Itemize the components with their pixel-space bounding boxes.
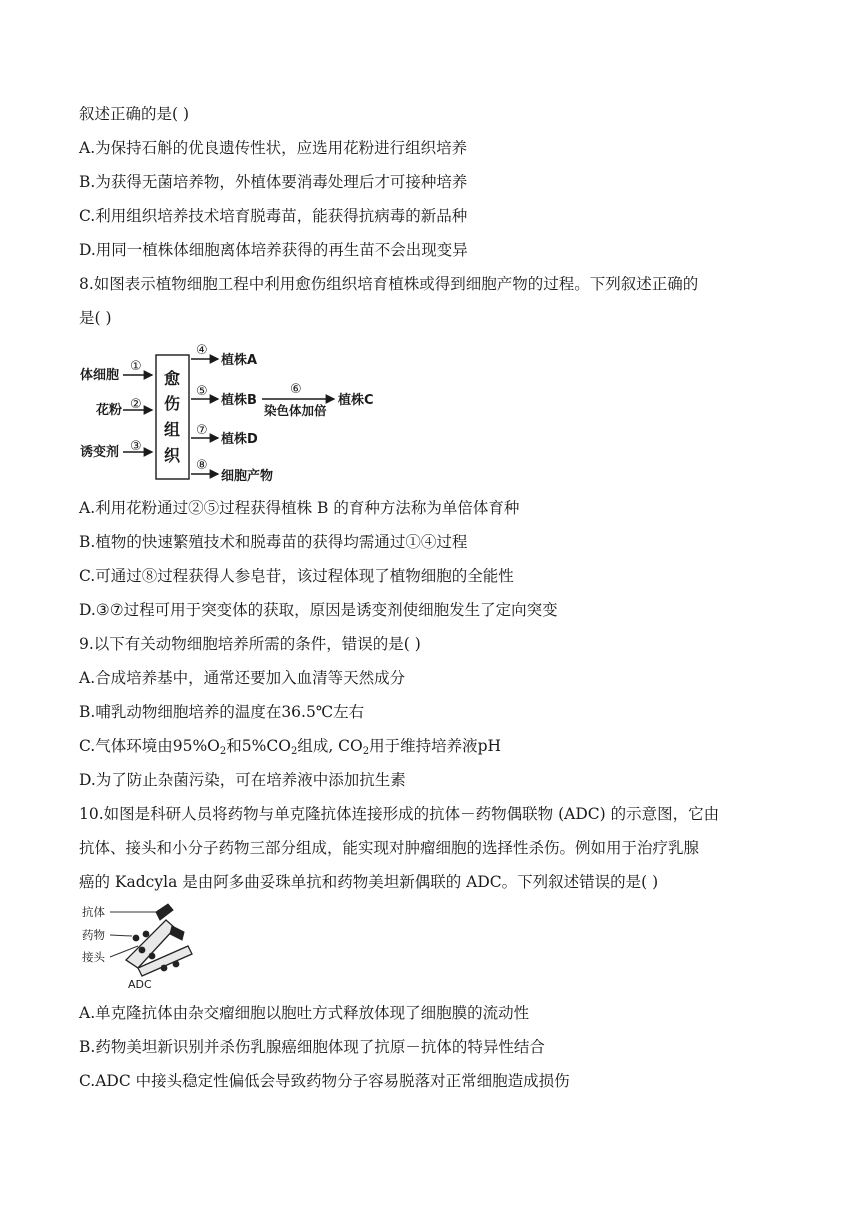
q9-c-part3: 组成, CO xyxy=(297,737,363,755)
output-cell-products: 细胞产物 xyxy=(221,469,274,484)
input-pollen: 花粉 xyxy=(96,403,123,418)
adc-label-linker: 接头 xyxy=(82,950,105,964)
q7-option-d: D.用同一植株体细胞离体培养获得的再生苗不会出现变异 xyxy=(79,241,468,259)
q8-option-b: B.植物的快速繁殖技术和脱毒苗的获得均需通过①④过程 xyxy=(79,533,468,551)
step-2: ② xyxy=(130,397,142,412)
q8-option-d: D.③⑦过程可用于突变体的获取，原因是诱变剂使细胞发生了定向突变 xyxy=(79,601,558,619)
output-plant-d: 植株D xyxy=(221,432,258,447)
q9-c-part4: 用于维持培养液pH xyxy=(369,737,502,755)
q9-option-c xyxy=(79,735,501,757)
q10-stem-line3: 癌的 Kadcyla 是由阿多曲妥珠单抗和药物美坦新偶联的 ADC。下列叙述错误的是( ) xyxy=(79,873,659,891)
q9-c-part2: 和5%CO xyxy=(226,737,291,755)
q8-stem-line1: 8.如图表示植物细胞工程中利用愈伤组织培育植株或得到细胞产物的过程。下列叙述正确的 xyxy=(79,275,699,293)
callus-char-3: 组 xyxy=(164,420,181,439)
q8-stem-line2: 是( ) xyxy=(79,309,112,327)
q10-stem-line1: 10.如图是科研人员将药物与单克隆抗体连接形成的抗体－药物偶联物 (ADC) 的示意图，它由 xyxy=(79,805,720,823)
step-7: ⑦ xyxy=(196,423,208,438)
q9-c-part1: C.气体环境由95%O xyxy=(79,737,220,755)
q10-option-c: C.ADC 中接头稳定性偏低会导致药物分子容易脱落对正常细胞造成损伤 xyxy=(79,1072,570,1090)
step6-label: 染色体加倍 xyxy=(264,403,327,418)
output-plant-c: 植株C xyxy=(338,393,374,408)
q8-option-a: A.利用花粉通过②⑤过程获得植株 B 的育种方法称为单倍体育种 xyxy=(79,499,520,517)
q9-c-sub3: 2 xyxy=(362,746,370,757)
q7-option-b: B.为获得无菌培养物，外植体要消毒处理后才可接种培养 xyxy=(79,173,468,191)
adc-caption: ADC xyxy=(128,978,152,991)
q10-option-b: B.药物美坦新识别并杀伤乳腺癌细胞体现了抗原－抗体的特异性结合 xyxy=(79,1038,545,1056)
q9-option-d: D.为了防止杂菌污染，可在培养液中添加抗生素 xyxy=(79,771,406,789)
q9-option-b: B.哺乳动物细胞培养的温度在36.5℃左右 xyxy=(79,703,365,721)
q8-option-c: C.可通过⑧过程获得人参皂苷，该过程体现了植物细胞的全能性 xyxy=(79,567,514,585)
step-3: ③ xyxy=(130,439,142,454)
adc-pointer-drug xyxy=(110,935,132,936)
callus-char-1: 愈 xyxy=(164,369,181,388)
input-mutagen: 诱变剂 xyxy=(80,445,120,460)
q9-c-sub2: 2 xyxy=(290,746,298,757)
callus-flow-diagram xyxy=(76,340,396,488)
step-6: ⑥ xyxy=(290,382,302,397)
callus-char-4: 织 xyxy=(164,446,181,465)
q10-stem-line2: 抗体、接头和小分子药物三部分组成，能实现对肿瘤细胞的选择性杀伤。例如用于治疗乳腺 xyxy=(79,839,700,857)
q7-option-a: A.为保持石斛的优良遗传性状，应选用花粉进行组织培养 xyxy=(79,139,468,157)
adc-antibody-shape xyxy=(126,904,192,976)
callus-char-2: 伤 xyxy=(164,394,181,413)
step-8: ⑧ xyxy=(196,458,208,473)
q7-stem-tail: 叙述正确的是( ) xyxy=(79,105,190,123)
input-somatic-cell: 体细胞 xyxy=(80,368,120,383)
q10-option-a: A.单克隆抗体由杂交瘤细胞以胞吐方式释放体现了细胞膜的流动性 xyxy=(79,1004,530,1022)
output-plant-a: 植株A xyxy=(221,353,258,368)
adc-label-antibody: 抗体 xyxy=(82,905,105,919)
adc-figure xyxy=(80,898,200,992)
q9-c-sub1: 2 xyxy=(219,746,227,757)
adc-label-drug: 药物 xyxy=(82,928,105,942)
step-5: ⑤ xyxy=(196,384,208,399)
step-4: ④ xyxy=(196,343,208,358)
output-plant-b: 植株B xyxy=(221,393,257,408)
step-1: ① xyxy=(130,359,142,374)
q7-option-c: C.利用组织培养技术培育脱毒苗，能获得抗病毒的新品种 xyxy=(79,207,468,225)
q9-stem: 9.以下有关动物细胞培养所需的条件，错误的是( ) xyxy=(79,635,421,653)
q9-option-a: A.合成培养基中，通常还要加入血清等天然成分 xyxy=(79,669,406,687)
